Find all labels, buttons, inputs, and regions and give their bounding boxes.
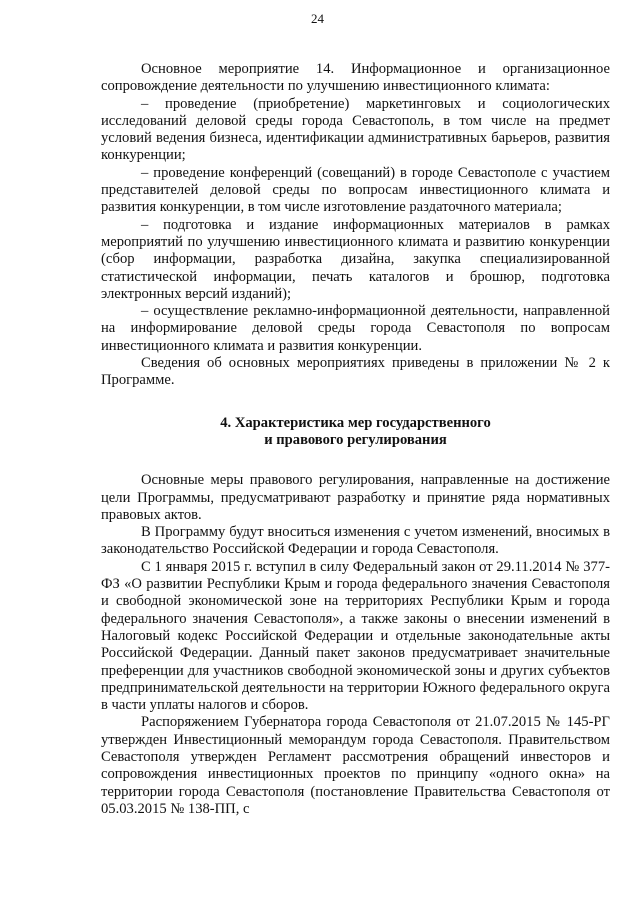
section-heading-line-2: и правового регулирования <box>264 431 447 448</box>
paragraph-information-materials: – подготовка и издание информационных материалов в рамках мероприятий по улучшению инвестиционного климата и развитию конкуренции (сбор информации, разработка дизайна, закупка специализированной статистической информации, печать каталогов и брошюр, подготовка электронных версий изданий); <box>101 216 610 302</box>
paragraph-conferences: – проведение конференций (совещаний) в городе Севастополе с участием представителей деловой среды по вопросам инвестиционного климата и развития конкуренции, в том числе изготовление раздаточного материала; <box>101 164 610 216</box>
paragraph-appendix-reference: Сведения об основных мероприятиях приведены в приложении № 2 к Программе. <box>101 355 610 389</box>
section-heading <box>101 415 610 450</box>
document-body <box>101 61 610 818</box>
paragraph-legal-measures: Основные меры правового регулирования, направленные на достижение цели Программы, предусматривают разработку и принятие ряда нормативных правовых актов. <box>101 472 610 523</box>
paragraph-main-event-14: Основное мероприятие 14. Информационное и организационное сопровождение деятельности по улучшению инвестиционного климата: <box>101 61 610 95</box>
paragraph-marketing-research: – проведение (приобретение) маркетинговых и социологических исследований деловой среды города Севастополь, в том числе на предмет условий ведения бизнеса, идентификации административных барьеров, развития конкуренции; <box>101 95 610 164</box>
paragraph-federal-law: С 1 января 2015 г. вступил в силу Федеральный закон от 29.11.2014 № 377-ФЗ «О развитии Республики Крым и города федерального значения Севастополя и свободной экономической зоне на территориях Республики Крым и города федерального значения Севастополя», а также законы о внесении изменений в Налоговый кодекс Российской Федерации и отдельные законодательные акты Российской Федерации. Данный пакет законов предусматривает значительные преференции для участников свободной экономической зоны и других субъектов предпринимательской деятельности на территории Южного федерального округа в части уплаты налогов и сборов. <box>101 558 610 714</box>
paragraph-program-changes: В Программу будут вноситься изменения с учетом изменений, вносимых в законодательство Российской Федерации и города Севастополя. <box>101 524 610 558</box>
page-number: 24 <box>311 11 324 26</box>
paragraph-governor-order: Распоряжением Губернатора города Севастополя от 21.07.2015 № 145-РГ утвержден Инвестиционный меморандум города Севастополя. Правительством Севастополя утвержден Регламент рассмотрения обращений инвесторов и сопровождения инвестиционных проектов по принципу «одного окна» на территории города Севастополя (постановление Правительства Севастополя от 05.03.2015 № 138-ПП, с <box>101 714 610 817</box>
section-heading-line-1: 4. Характеристика мер государственного <box>220 414 491 431</box>
paragraph-advertising-activity: – осуществление рекламно-информационной деятельности, направленной на информирование деловой среды города Севастополя по вопросам инвестиционного климата и развития конкуренции. <box>101 303 610 354</box>
